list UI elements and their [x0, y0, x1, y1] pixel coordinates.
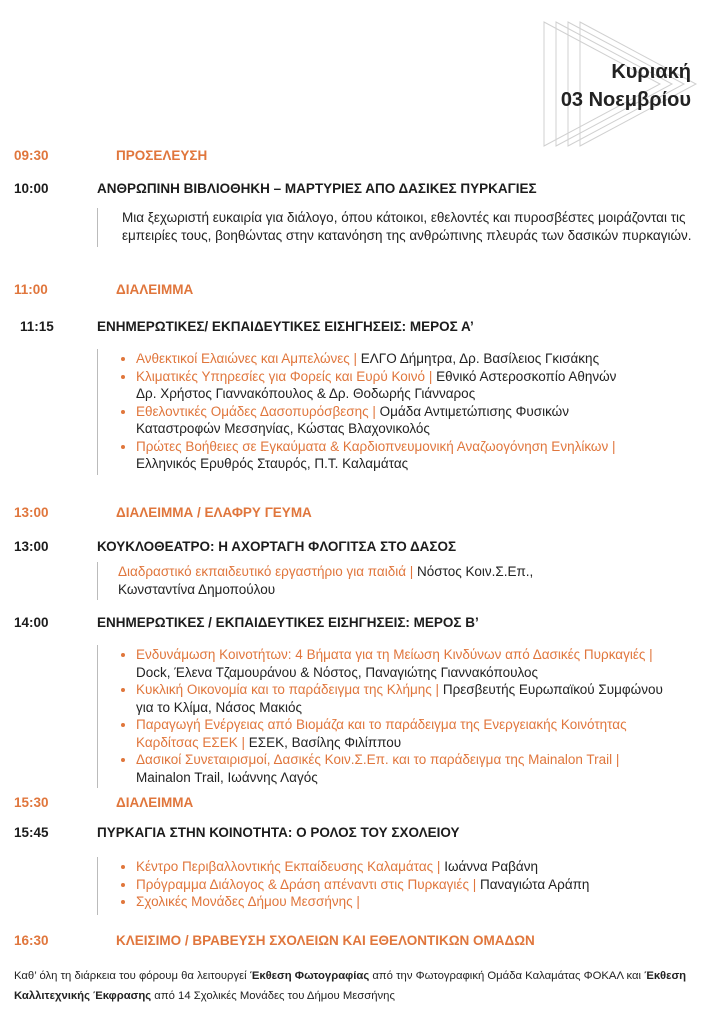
talk-topic: Ανθεκτικοί Ελαιώνες και Αμπελώνες | [136, 351, 358, 366]
list-item [136, 716, 673, 751]
talk-topic: Σχολικές Μονάδες Δήμου Μεσσήνης | [136, 894, 360, 909]
talk-list [97, 645, 673, 788]
talk-topic: Διαδραστικό εκπαιδευτικό εργαστήριο για παιδιά | [118, 564, 414, 579]
description-text: Μια ξεχωριστή ευκαιρία για διάλογο, όπου κάτοικοι, εθελοντές και πυροσβέστες μοιράζονται τις εμπειρίες τους, βοηθώντας στην κατανόηση της ανθρώπινης πλευράς των δασικών πυρκαγιών. [122, 210, 692, 243]
talk-topic: Παραγωγή Ενέργειας από Βιομάζα και το παράδειγμα της Ενεργειακής Κοινότητας Καρδίτσας ΕΣΕΚ | [136, 717, 627, 750]
session-title: ΕΝΗΜΕΡΩΤΙΚΕΣ / ΕΚΠΑΙΔΕΥΤΙΚΕΣ ΕΙΣΗΓΗΣΕΙΣ: ΜΕΡΟΣ Β’ [97, 615, 479, 630]
session-description [97, 208, 692, 247]
list-item [136, 858, 668, 876]
list-item [136, 403, 633, 438]
session-title: ΚΛΕΙΣΙΜΟ / ΒΡΑΒΕΥΣΗ ΣΧΟΛΕΙΩΝ ΚΑΙ ΕΘΕΛΟΝΤΙΚΩΝ ΟΜΑΔΩΝ [116, 933, 535, 948]
session-title: ΠΥΡΚΑΓΙΑ ΣΤΗΝ ΚΟΙΝΟΤΗΤΑ: Ο ΡΟΛΟΣ ΤΟΥ ΣΧΟΛΕΙΟΥ [97, 825, 460, 840]
session-time: 16:30 [14, 933, 49, 948]
talk-speakers: Πρεσβευτής Ευρωπαϊκού Συμφώνου για το Κλίμα, Νάσος Μακιός [136, 682, 663, 715]
session-time: 13:00 [14, 539, 49, 554]
session-time: 11:15 [20, 319, 54, 334]
session-title: ΑΝΘΡΩΠΙΝΗ ΒΙΒΛΙΟΘΗΚΗ – ΜΑΡΤΥΡΙΕΣ ΑΠΟ ΔΑΣΙΚΕΣ ΠΥΡΚΑΓΙΕΣ [97, 181, 537, 196]
talk-speakers: ΕΣΕΚ, Βασίλης Φιλίππου [245, 734, 402, 750]
talk-speakers: Παναγιώτα Αράπη [476, 876, 590, 892]
talk-topic: Κυκλική Οικονομία και το παράδειγμα της Κλήμης | [136, 682, 440, 697]
footer-text: Καθ’ όλη τη διάρκεια του φόρουμ θα λειτουργεί [14, 970, 250, 982]
session-title: ΕΝΗΜΕΡΩΤΙΚΕΣ/ ΕΚΠΑΙΔΕΥΤΙΚΕΣ ΕΙΣΗΓΗΣΕΙΣ: ΜΕΡΟΣ Α’ [97, 319, 474, 334]
talk-topic: Κέντρο Περιβαλλοντικής Εκπαίδευσης Καλαμάτας | [136, 859, 441, 874]
footer-text: από 14 Σχολικές Μονάδες του Δήμου Μεσσήνης [151, 990, 395, 1002]
talk-speakers: Ομάδα Αντιμετώπισης Φυσικών Καταστροφών Μεσσηνίας, Κώστας Βλαχονικολός [136, 403, 569, 436]
session-time: 15:30 [14, 795, 49, 810]
talk-speakers: Ιωάννα Ραβάνη [440, 859, 538, 874]
talk-speakers: Mainalon Trail, Ιωάννης Λαγός [136, 769, 318, 785]
talk-speakers: ΕΛΓΟ Δήμητρα, Δρ. Βασίλειος Γκισάκης [357, 351, 600, 366]
talk-topic: Πρώτες Βοήθειες σε Εγκαύματα & Καρδιοπνευμονική Αναζωογόνηση Ενηλίκων | [136, 438, 616, 454]
session-title: ΔΙΑΛΕΙΜΜΑ [116, 282, 194, 297]
talk-topic: Εθελοντικές Ομάδες Δασοπυρόσβεσης | [136, 403, 376, 419]
footer-note [14, 966, 714, 1006]
footer-highlight: Έκθεση Φωτογραφίας [249, 970, 370, 982]
session-time: 11:00 [14, 282, 48, 297]
list-item [136, 350, 633, 368]
list-item [136, 681, 673, 716]
talk-topic: Πρόγραμμα Διάλογος & Δράση απέναντι στις Πυρκαγιές | [136, 876, 477, 892]
list-item [136, 876, 668, 894]
list-item [136, 893, 668, 911]
session-title: ΔΙΑΛΕΙΜΜΑ / ΕΛΑΦΡΥ ΓΕΥΜΑ [116, 505, 312, 520]
session-time: 14:00 [14, 615, 49, 630]
footer-text: από την Φωτογραφική Ομάδα Καλαμάτας ΦΟΚΑΛ και [369, 970, 645, 982]
session-time: 10:00 [14, 181, 49, 196]
day-name: Κυριακή [611, 61, 691, 83]
talk-speakers: Νόστος Κοιν.Σ.Επ., Κωνσταντίνα Δημοπούλου [118, 564, 534, 597]
list-item [136, 438, 633, 473]
day-date: 03 Νοεμβρίου [560, 89, 691, 111]
talk-list [97, 857, 668, 915]
session-time: 09:30 [14, 148, 49, 163]
session-title: ΚΟΥΚΛΟΘΕΑΤΡΟ: Η ΑΧΟΡΤΑΓΗ ΦΛΟΓΙΤΣΑ ΣΤΟ ΔΑΣΟΣ [97, 539, 457, 554]
list-item [136, 751, 673, 786]
session-description [97, 562, 608, 600]
session-title: ΔΙΑΛΕΙΜΜΑ [116, 795, 194, 810]
day-header [561, 58, 691, 114]
talk-topic: Ενδυνάμωση Κοινοτήτων: 4 Βήματα για τη Μείωση Κινδύνων από Δασικές Πυρκαγιές | [136, 647, 653, 662]
list-item [136, 646, 673, 681]
session-time: 15:45 [14, 825, 49, 840]
talk-topic: Κλιματικές Υπηρεσίες για Φορείς και Ευρύ Κοινό | [136, 368, 433, 384]
talk-list [97, 349, 633, 475]
session-title: ΠΡΟΣΕΛΕΥΣΗ [116, 148, 208, 163]
list-item [136, 368, 633, 403]
talk-speakers: Dock, Έλενα Τζαμουράνου & Νόστος, Παναγιώτης Γιαννακόπουλος [136, 664, 539, 680]
talk-topic: Δασικοί Συνεταιρισμοί, Δασικές Κοιν.Σ.Επ. και το παράδειγμα της Mainalon Trail | [136, 752, 620, 767]
talk-speakers: Εθνικό Αστεροσκοπίο Αθηνών Δρ. Χρήστος Γιαννακόπουλος & Δρ. Θοδωρής Γιάνναρος [136, 368, 617, 401]
talk-speakers: Ελληνικός Ερυθρός Σταυρός, Π.Τ. Καλαμάτας [136, 456, 409, 471]
session-time: 13:00 [14, 505, 49, 520]
footer-highlight: Έκθεση Καλλιτεχνικής Έκφρασης [14, 970, 687, 1002]
